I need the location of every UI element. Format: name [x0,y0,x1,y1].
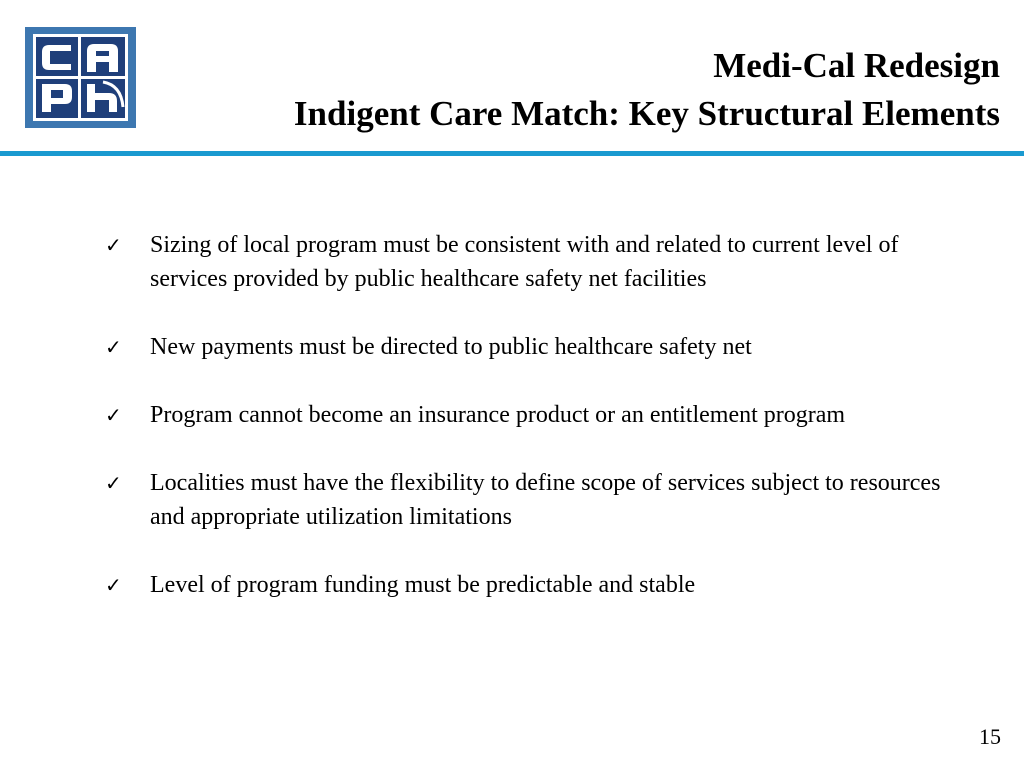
bullet-text: Level of program funding must be predictable and stable [150,572,696,598]
bullet-text: Localities must have the flexibility to define scope of services subject to resources and appropriate utilization limitations [150,470,941,530]
checkmark-icon: ✓ [105,233,122,257]
list-item [105,568,965,602]
list-item [105,398,965,432]
title-line-2: Indigent Care Match: Key Structural Elements [293,94,1000,133]
list-item [105,330,965,364]
checkmark-icon: ✓ [105,403,122,427]
checkmark-icon: ✓ [105,335,122,359]
checkmark-icon: ✓ [105,471,122,495]
title-line-1: Medi-Cal Redesign [713,46,1000,85]
checkmark-icon: ✓ [105,573,122,597]
list-item [105,228,965,296]
list-item [105,466,965,534]
header-divider [0,151,1024,156]
bullet-text: New payments must be directed to public healthcare safety net [150,334,752,360]
page-number: 15 [979,724,1001,749]
bullet-text: Sizing of local program must be consistent with and related to current level of services provided by public healthcare safety net facilities [150,232,899,292]
bullet-text: Program cannot become an insurance product or an entitlement program [150,402,846,428]
caph-logo [25,27,136,128]
bullet-list [105,228,965,636]
slide-title [294,42,1000,138]
